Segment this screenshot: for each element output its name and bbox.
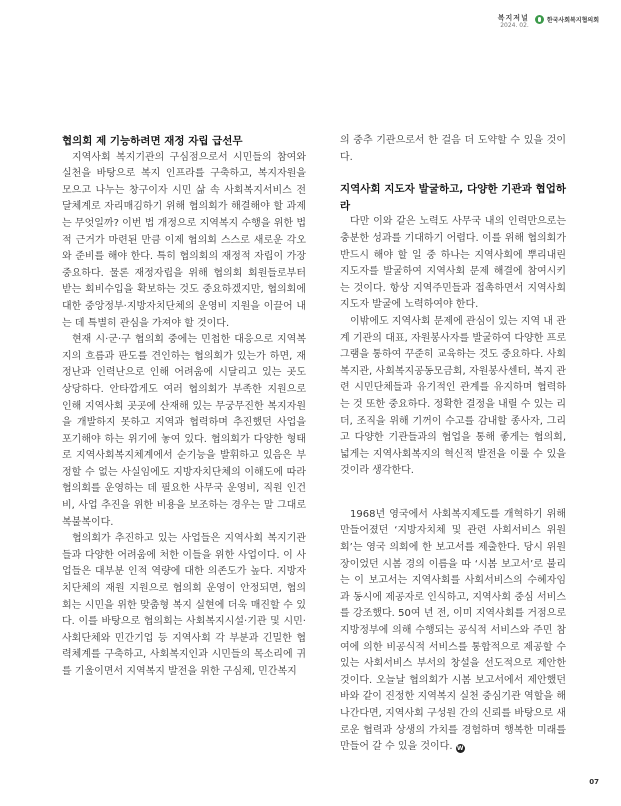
- body-paragraph-text: 1968년 영국에서 사회복지제도를 개혁하기 위해 만들어졌던 ‘지방자치체 및 관련 사회서비스 위원회’는 영국 의회에 한 보고서를 제출한다. 당시 위원장이었던 시봄 경의 이름을 따 ‘시봄 보고서’로 불리는 이 보고서는 지역사회를 사회서비스의 수혜자임과 동시에 제공자로 인식하고, 지역사회 중심 서비스를 강조했다. 50여 년 전, 이미 지역사회를 거점으로 지방정부에 의해 수행되는 공식적 서비스와 주민 참여에 의한 비공식적 서비스를 통합적으로 제공할 수 있는 사회서비스 부서의 창설을 선도적으로 제안한 것이다. 오늘날 협의회가 시봄 보고서에서 제안했던 바와 같이 진정한 지역복지 실천 중심기관 역할을 해나간다면, 지역사회 구성원 간의 신뢰를 바탕으로 새로운 협력과 상생의 가치를 경험하며 행복한 미래를 만들어 갈 수 있을 것이다.: [340, 508, 566, 753]
- section-heading-leaders: 지역사회 지도자 발굴하고, 다양한 기관과 협업하라: [340, 183, 566, 212]
- left-column: [62, 133, 306, 681]
- page-header: [498, 14, 599, 30]
- org-logo: [535, 15, 599, 24]
- page-number: 07: [589, 778, 599, 786]
- body-paragraph-continued: 의 중추 기관으로서 한 걸음 더 도약할 수 있을 것이다.: [340, 135, 566, 163]
- publication-info: [498, 14, 529, 30]
- body-paragraph: 현재 시·군·구 협의회 중에는 민첩한 대응으로 지역복지의 흐름과 판도를 견인하는 협의회가 있는가 하면, 재정난과 인력난으로 인해 어려움에 시달리고 있는 곳도 상당하다. 안타깝게도 여러 협의회가 부족한 지원으로 인해 지역사회 곳곳에 산재해 있는 무궁무진한 복지자원을 개발하지 못하고 지역과 협력하며 추진했던 사업을 포기해야 하는 위기에 놓여 있다. 협의회가 다양한 형태로 지역사회복지체계에서 순기능을 발휘하고 있음은 부정할 수 없는 사실임에도 지방자치단체의 이해도에 따라 협의회를 운영하는 데 필요한 사무국 운영비, 직원 인건비, 사업 추진을 위한 비용을 보조하는 경우는 말 그대로 복불복이다.: [62, 334, 306, 528]
- body-paragraph: 지역사회 복지기관의 구심점으로서 시민들의 참여와 실천을 바탕으로 복지 인프라를 구축하고, 복지자원을 모으고 나누는 창구이자 시민 삶 속 사회복지서비스 전달체계로 자리매김하기 위해 협의회가 해결해야 할 과제는 무엇일까? 이번 법 개정으로 지역복지 수행을 위한 법적 근거가 마련된 만큼 이제 협의회 스스로 새로운 각오와 준비를 해야 한다. 특히 협의회의 재정적 자립이 가장 중요하다. 물론 재정자립을 위해 협의회 회원들로부터 받는 회비수입을 확보하는 것도 중요하겠지만, 협의회에 대한 중앙정부·지방자치단체의 운영비 지원을 이끌어 내는 데 특별히 관심을 가져야 할 것이다.: [62, 151, 306, 329]
- publication-date: 2024. 02.: [500, 22, 529, 30]
- section-heading-finance: 협의회 제 기능하려면 재정 자립 급선무: [62, 135, 243, 147]
- body-paragraph: 이밖에도 지역사회 문제에 관심이 있는 지역 내 관계 기관의 대표, 자원봉사자를 발굴하여 다양한 프로그램을 통하여 꾸준히 교육하는 것도 중요하다. 사회복지관, 사회복지공동모금회, 자원봉사센터, 복지 관련 시민단체들과 유기적인 관계를 유지하며 협력하는 것 또한 중요하다. 정확한 결정을 내릴 수 있는 리더, 조직을 위해 기꺼이 수고를 감내할 종사자, 그리고 다양한 기관들과의 협업을 통해 좋게는 협의회, 넓게는 지역사회복지의 혁신적 발전을 이룰 수 있을 것이라 생각한다.: [340, 315, 566, 477]
- body-paragraph: [340, 507, 566, 756]
- org-logo-icon: [535, 15, 544, 24]
- right-column: [340, 133, 566, 756]
- org-name: 한국사회복지협의회: [546, 17, 599, 24]
- body-paragraph: 협의회가 추진하고 있는 사업들은 지역사회 복지기관들과 다양한 어려움에 처한 이들을 위한 사업이다. 이 사업들은 대부분 인적 역량에 대한 의존도가 높다. 지방자치단체의 재원 지원으로 협의회 운영이 안정되면, 협의회는 시민을 위한 맞춤형 복지 실현에 더욱 매진할 수 있다. 이를 바탕으로 협의회는 사회복지시설·기관 및 시민·사회단체와 민간기업 등 지역사회 각 부분과 긴밀한 협력체계를 구축하고, 사회복지인과 시민들의 목소리에 귀를 기울이면서 지역복지 발전을 위한 구심체, 민간복지: [62, 533, 306, 677]
- publication-name: 복지저널: [497, 14, 529, 22]
- paragraph-spacer: [340, 480, 566, 507]
- body-paragraph: 다만 이와 같은 노력도 사무국 내의 인력만으로는 충분한 성과를 기대하기 어렵다. 이를 위해 협의회가 반드시 해야 할 일 중 하나는 지역사회에 뿌리내린 지도자를 발굴하여 지역사회 문제 해결에 참여시키는 것이다. 항상 지역주민들과 접촉하면서 지역사회 지도자 발굴에 노력하여야 한다.: [340, 216, 566, 311]
- article-end-icon: W: [456, 745, 464, 753]
